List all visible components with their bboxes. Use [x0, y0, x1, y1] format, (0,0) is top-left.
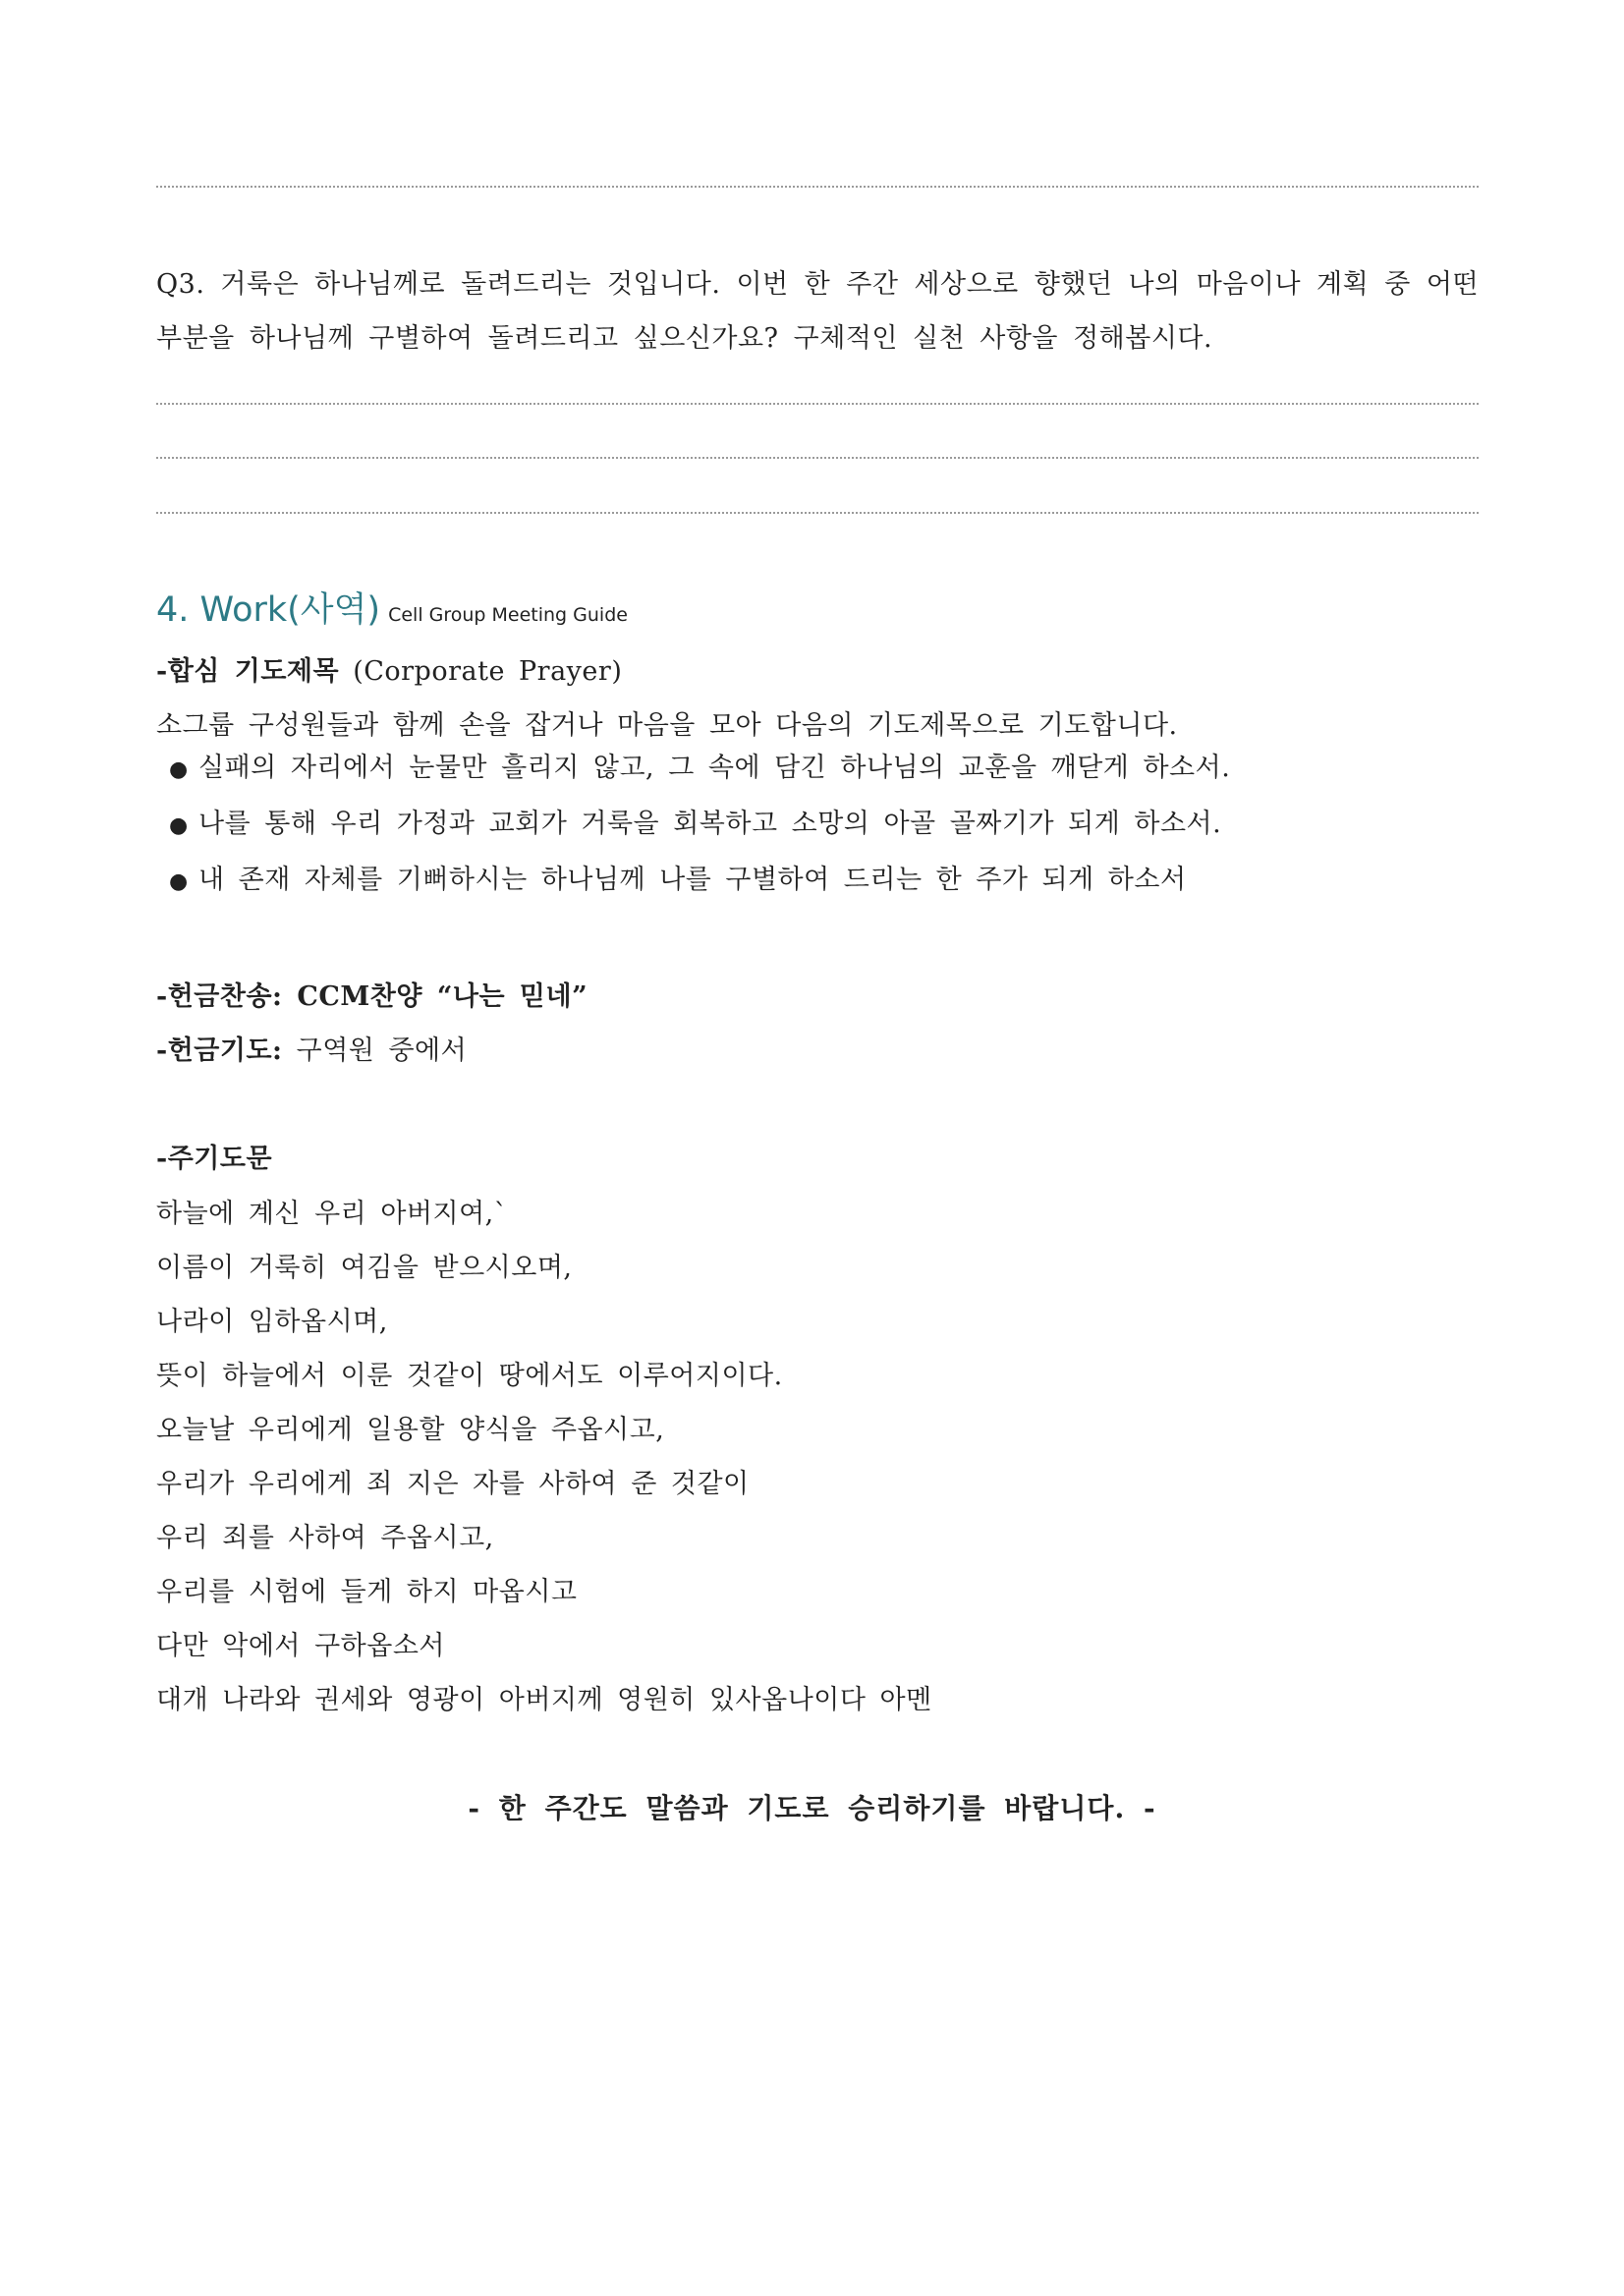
list-item: 이름이 거룩히 여김을 받으시오며,	[156, 1253, 573, 1283]
list-item: 우리 죄를 사하여 주옵시고,	[156, 1523, 494, 1553]
list-item: 대개 나라와 권세와 영광이 아버지께 영원히 있사옵나이다 아멘	[156, 1685, 932, 1715]
list-item: 우리가 우리에게 죄 지은 자를 사하여 준 것같이	[156, 1469, 750, 1499]
corporate-prayer-intro: 소그룹 구성원들과 함께 손을 잡거나 마음을 모아 다음의 기도제목으로 기도합니다.	[156, 710, 1178, 741]
list-item-text: 실패의 자리에서 눈물만 흘리지 않고, 그 속에 담긴 하나님의 교훈을 깨닫게 하소서.	[198, 753, 1231, 783]
lords-prayer-text	[156, 1187, 932, 1727]
section-heading	[156, 586, 628, 640]
list-item: 다만 악에서 구하옵소서	[156, 1631, 445, 1661]
list-item: 뜻이 하늘에서 이룬 것같이 땅에서도 이루어지이다.	[156, 1361, 783, 1391]
corporate-prayer-heading	[156, 652, 622, 692]
section-subtitle: Cell Group Meeting Guide	[388, 604, 628, 626]
list-item: 나라이 임하옵시며,	[156, 1307, 388, 1337]
list-item-text: 내 존재 자체를 기뻐하시는 하나님께 나를 구별하여 드리는 한 주가 되게 하소서	[198, 865, 1187, 895]
corporate-prayer-heading-rest: (Corporate Prayer)	[353, 656, 623, 687]
question-q3: Q3. 거룩은 하나님께로 돌려드리는 것입니다. 이번 한 주간 세상으로 향했던 나의 마음이나 계획 중 어떤 부분을 하나님께 구별하여 돌려드리고 싶으신가요? 구체적인 실천 사항을 정해봅시다.	[156, 269, 1479, 354]
list-item: 우리를 시험에 들게 하지 마옵시고	[156, 1577, 578, 1607]
list-item	[169, 741, 1230, 797]
bullet-icon: ●	[169, 869, 189, 894]
closing-message: - 한 주간도 말씀과 기도로 승리하기를 바랍니다. -	[468, 1792, 1156, 1824]
bullet-icon: ●	[169, 813, 189, 838]
prayer-topics-list	[169, 741, 1230, 909]
list-item	[169, 853, 1230, 909]
lords-prayer-heading: -주기도문	[156, 1144, 273, 1174]
list-item-text: 나를 통해 우리 가정과 교회가 거룩을 회복하고 소망의 아골 골짜기가 되게 하소서.	[198, 809, 1222, 839]
offering-prayer	[156, 1032, 467, 1071]
list-item: 하늘에 계신 우리 아버지여,`	[156, 1199, 508, 1229]
answer-line-3	[156, 457, 1479, 459]
offering-prayer-label: -헌금기도:	[156, 1036, 283, 1066]
offering-song: -헌금찬송: CCM찬양 “나는 믿네”	[156, 981, 588, 1012]
corporate-prayer-heading-bold: -합심 기도제목	[156, 656, 340, 687]
offering-prayer-value: 구역원 중에서	[296, 1036, 468, 1066]
answer-line-4	[156, 512, 1479, 514]
answer-line-1	[156, 186, 1479, 188]
answer-line-2	[156, 403, 1479, 405]
bullet-icon: ●	[169, 757, 189, 782]
section-title: 4. Work(사역)	[156, 590, 381, 630]
list-item: 오늘날 우리에게 일용할 양식을 주옵시고,	[156, 1415, 665, 1445]
list-item	[169, 797, 1230, 853]
